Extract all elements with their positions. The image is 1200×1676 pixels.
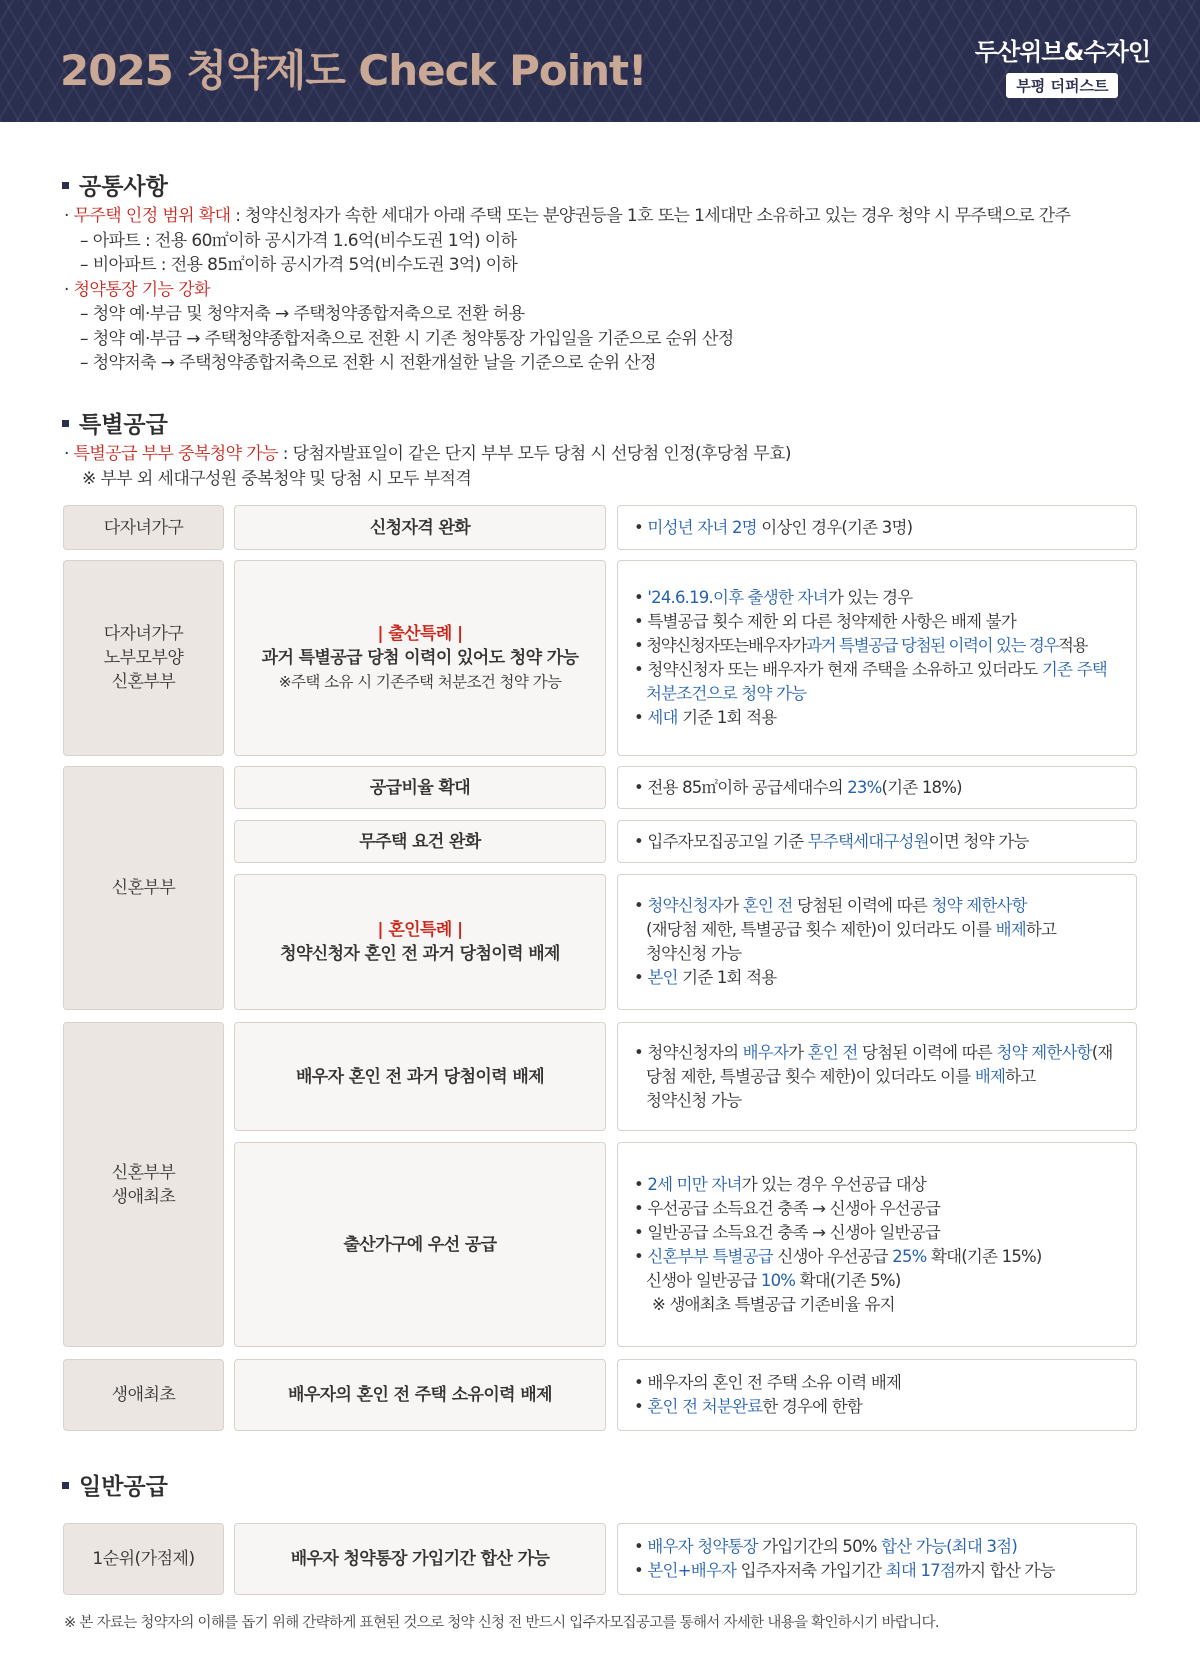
highlight-text: 배우자 청약통장 bbox=[647, 1537, 758, 1556]
item-cell bbox=[234, 1523, 606, 1595]
highlight-text: 합산 가능(최대 3점) bbox=[881, 1537, 1017, 1556]
category-cell bbox=[63, 1523, 224, 1595]
text: 당첨 제한, 특별공급 횟수 제한)이 있더라도 이를 bbox=[646, 1066, 975, 1086]
text: (재당첨 제한, 특별공급 횟수 제한)이 있더라도 이를 bbox=[646, 920, 996, 939]
bullet-square-icon bbox=[62, 182, 69, 189]
highlight-text: 청약통장 기능 강화 bbox=[73, 279, 210, 300]
bullet-line: • 청약신청자가 혼인 전 당첨된 이력에 따른 청약 제한사항 bbox=[634, 896, 1027, 915]
bullet-line: • 전용 85㎡이하 공급세대수의 23%(기존 18%) bbox=[634, 777, 962, 797]
special-tag: | 혼인특례 | bbox=[377, 920, 463, 940]
bullet-line: • 본인 기준 1회 적용 bbox=[634, 968, 777, 987]
item-label: 무주택 요건 완화 bbox=[359, 831, 481, 852]
text: 한 경우에 한함 bbox=[762, 1397, 862, 1416]
bullet-line: • 혼인 전 처분완료한 경우에 한함 bbox=[634, 1397, 862, 1416]
text: 입주자저축 가입기간 bbox=[736, 1561, 886, 1580]
list-item: – 청약 예·부금 및 청약저축 → 주택청약종합저축으로 전환 허용 bbox=[80, 304, 525, 324]
category-cell bbox=[63, 505, 224, 550]
description-cell bbox=[617, 505, 1137, 550]
footnote: ※ 본 자료는 청약자의 이해를 돕기 위해 간략하게 표현된 것으로 청약 신청 전 반드시 입주자모집공고를 통해서 자세한 내용을 확인하시기 바랍니다. bbox=[64, 1615, 939, 1631]
text: 전용 85㎡이하 공급세대수의 bbox=[647, 777, 848, 797]
item-cell bbox=[234, 505, 606, 550]
highlight-text: 특별공급 부부 중복청약 가능 bbox=[73, 444, 278, 464]
item-label: 출산가구에 우선 공급 bbox=[343, 1234, 497, 1255]
category-label: 노부모부양 bbox=[103, 648, 184, 668]
item-label: 과거 특별공급 당첨 이력이 있어도 청약 가능 bbox=[261, 648, 579, 668]
highlight-text: 본인+배우자 bbox=[647, 1561, 737, 1580]
text: 신생아 우선공급 bbox=[772, 1246, 893, 1266]
highlight-text: 무주택 인정 범위 확대 bbox=[73, 206, 231, 226]
text: 이면 청약 가능 bbox=[928, 831, 1029, 851]
bullet-line: • 2세 미만 자녀가 있는 경우 우선공급 대상 bbox=[634, 1174, 926, 1194]
text: 당첨된 이력에 따른 bbox=[857, 1042, 997, 1062]
category-label: 신혼부부 bbox=[111, 672, 176, 692]
item-label: 배우자 혼인 전 과거 당첨이력 배제 bbox=[295, 1066, 545, 1087]
continuation-line: ※ 생애최초 특별공급 기존비율 유지 bbox=[652, 1294, 895, 1314]
highlight-text: 배우자 bbox=[742, 1042, 789, 1062]
description-cell bbox=[617, 1142, 1137, 1347]
section-title-text: 공통사항 bbox=[79, 174, 168, 200]
bullet-line: • 배우자 청약통장 가입기간의 50% 합산 가능(최대 3점) bbox=[634, 1537, 1017, 1556]
bullet-square-icon bbox=[62, 420, 69, 427]
item-cell bbox=[234, 820, 606, 863]
section-title-general bbox=[62, 1468, 168, 1501]
highlight-text: 혼인 전 처분완료 bbox=[647, 1397, 763, 1416]
category-label: 생애최초 bbox=[111, 1385, 176, 1405]
text: 청약신청자또는배우자가 bbox=[646, 636, 807, 655]
description-cell bbox=[617, 1523, 1137, 1595]
text: (재 bbox=[1091, 1042, 1113, 1062]
bullet-line: • 청약신청자또는배우자가과거 특별공급 당첨된 이력이 있는 경우적용 bbox=[634, 636, 1088, 655]
item-label: 공급비율 확대 bbox=[369, 777, 471, 798]
text: 기준 1회 적용 bbox=[677, 708, 777, 727]
brand-name: 두산위브&수자인 bbox=[974, 38, 1150, 66]
text: 배우자의 혼인 전 주택 소유 이력 배제 bbox=[647, 1373, 902, 1392]
bullet-line: • '24.6.19.이후 출생한 자녀가 있는 경우 bbox=[634, 588, 913, 607]
highlight-text: 본인 bbox=[647, 968, 678, 987]
list-item: – 비아파트 : 전용 85㎡이하 공시가격 5억(비수도권 3억) 이하 bbox=[80, 255, 518, 275]
section-title-special bbox=[62, 406, 168, 439]
continuation-line bbox=[634, 1269, 1042, 1293]
continuation-line: 처분조건으로 청약 가능 bbox=[646, 684, 807, 703]
description-cell bbox=[617, 766, 1137, 809]
bullet-line: • 특별공급 횟수 제한 외 다른 청약제한 사항은 배제 불가 bbox=[634, 612, 1017, 631]
highlight-text: 최대 17점 bbox=[885, 1561, 955, 1580]
text: 청약신청자의 bbox=[647, 1042, 743, 1062]
section-title-common bbox=[62, 168, 168, 201]
text: 신생아 일반공급 bbox=[646, 1270, 761, 1290]
text: 당첨된 이력에 따른 bbox=[792, 896, 932, 915]
brand-block bbox=[975, 32, 1150, 98]
description-cell bbox=[617, 820, 1137, 863]
text: 가 bbox=[723, 896, 743, 915]
continuation-line: 청약신청 가능 bbox=[646, 944, 742, 963]
category-label: 신혼부부 bbox=[111, 1162, 176, 1183]
highlight-text: 세대 bbox=[647, 708, 678, 727]
category-label: 신혼부부 bbox=[111, 878, 176, 898]
list-item: – 아파트 : 전용 60㎡이하 공시가격 1.6억(비수도권 1억) 이하 bbox=[80, 230, 517, 251]
list-item: ※ 부부 외 세대구성원 중복청약 및 당첨 시 모두 부적격 bbox=[82, 468, 472, 489]
text: 청약신청자 또는 배우자가 현재 주택을 소유하고 있더라도 bbox=[647, 660, 1042, 679]
item-cell bbox=[234, 1022, 606, 1131]
bullet-line: • 본인+배우자 입주자저축 가입기간 최대 17점까지 합산 가능 bbox=[634, 1561, 1055, 1580]
item-label: 신청자격 완화 bbox=[369, 517, 471, 538]
highlight-text: '24.6.19.이후 출생한 자녀 bbox=[647, 588, 828, 607]
category-label: 다자녀가구 bbox=[103, 517, 184, 538]
highlight-text: 배제 bbox=[995, 920, 1026, 939]
bullet-line: • 입주자모집공고일 기준 무주택세대구성원이면 청약 가능 bbox=[634, 831, 1029, 851]
text: 까지 합산 가능 bbox=[954, 1561, 1055, 1580]
special-tag: | 출산특례 | bbox=[377, 624, 463, 644]
continuation-line bbox=[634, 1065, 1113, 1089]
text: 이상인 경우(기존 3명) bbox=[756, 517, 913, 537]
highlight-text: 청약 제한사항 bbox=[996, 1042, 1092, 1062]
item-label: 배우자의 혼인 전 주택 소유이력 배제 bbox=[288, 1385, 552, 1405]
text: 특별공급 횟수 제한 외 다른 청약제한 사항은 배제 불가 bbox=[647, 612, 1017, 631]
text: 가 있는 경우 우선공급 대상 bbox=[741, 1174, 926, 1194]
bullet-line: • 일반공급 소득요건 충족 → 신생아 일반공급 bbox=[634, 1222, 941, 1242]
bullet-line: • 미성년 자녀 2명 이상인 경우(기존 3명) bbox=[634, 517, 913, 537]
highlight-text: 과거 특별공급 당첨된 이력이 있는 경우 bbox=[806, 636, 1058, 655]
item-label: 청약신청자 혼인 전 과거 당첨이력 배제 bbox=[280, 944, 560, 964]
text: 가 bbox=[788, 1042, 808, 1062]
page-title: 2025 청약제도 Check Point! bbox=[60, 46, 647, 95]
list-item: · 특별공급 부부 중복청약 가능 : 당첨자발표일이 같은 단지 부부 모두 당첨 시 선당첨 인정(후당첨 무효) bbox=[64, 444, 791, 464]
list-item: · 청약통장 기능 강화 bbox=[64, 279, 210, 300]
text: 하고 bbox=[1025, 920, 1057, 939]
highlight-text: 25% bbox=[892, 1246, 927, 1266]
description-cell bbox=[617, 1359, 1137, 1431]
highlight-text: 신혼부부 특별공급 bbox=[647, 1246, 773, 1266]
list-item: – 청약저축 → 주택청약종합저축으로 전환 시 전환개설한 날을 기준으로 순위 산정 bbox=[80, 353, 656, 373]
text: 확대(기존 15%) bbox=[926, 1246, 1042, 1266]
bullet-line: • 신혼부부 특별공급 신생아 우선공급 25% 확대(기존 15%) bbox=[634, 1246, 1042, 1266]
category-label: 1순위(가점제) bbox=[92, 1549, 195, 1569]
description-cell bbox=[617, 874, 1137, 1010]
bullet-square-icon bbox=[62, 1482, 69, 1489]
item-cell bbox=[234, 766, 606, 809]
item-cell bbox=[234, 1142, 606, 1347]
text: : 청약신청자가 속한 세대가 아래 주택 또는 분양권등을 1호 또는 1세대만 소유하고 있는 경우 청약 시 무주택으로 간주 bbox=[230, 206, 1071, 226]
continuation-line bbox=[634, 918, 1056, 942]
category-cell bbox=[63, 560, 224, 756]
brand-subtitle: 부평 더퍼스트 bbox=[1006, 73, 1118, 98]
item-cell bbox=[234, 560, 606, 756]
text: 우선공급 소득요건 충족 → 신생아 우선공급 bbox=[647, 1198, 941, 1218]
text: 적용 bbox=[1057, 636, 1088, 655]
text: (기존 18%) bbox=[881, 777, 962, 797]
highlight-text: 23% bbox=[847, 777, 882, 797]
bullet-line: • 청약신청자의 배우자가 혼인 전 당첨된 이력에 따른 청약 제한사항(재 bbox=[634, 1042, 1113, 1062]
highlight-text: 10% bbox=[760, 1270, 796, 1290]
category-cell bbox=[63, 1022, 224, 1347]
list-item: · 무주택 인정 범위 확대 : 청약신청자가 속한 세대가 아래 주택 또는 분양권등을 1호 또는 1세대만 소유하고 있는 경우 청약 시 무주택으로 간주 bbox=[64, 206, 1071, 226]
highlight-text: 미성년 자녀 2명 bbox=[647, 517, 757, 537]
list-item: – 청약 예·부금 → 주택청약종합저축으로 전환 시 기존 청약통장 가입일을 기준으로 순위 산정 bbox=[80, 328, 734, 349]
text: 입주자모집공고일 기준 bbox=[647, 831, 808, 851]
description-cell bbox=[617, 560, 1137, 756]
header-banner bbox=[0, 0, 1200, 122]
text: : 당첨자발표일이 같은 단지 부부 모두 당첨 시 선당첨 인정(후당첨 무효) bbox=[277, 444, 791, 464]
category-label: 생애최초 bbox=[111, 1186, 176, 1207]
text: 하고 bbox=[1005, 1066, 1036, 1086]
section-title-text: 일반공급 bbox=[79, 1474, 168, 1500]
highlight-text: 기존 주택 bbox=[1041, 660, 1107, 679]
bullet-line: • 청약신청자 또는 배우자가 현재 주택을 소유하고 있더라도 기존 주택 bbox=[634, 660, 1107, 679]
highlight-text: 2세 미만 자녀 bbox=[647, 1174, 742, 1194]
highlight-text: 혼인 전 bbox=[742, 896, 793, 915]
continuation-line: 청약신청 가능 bbox=[646, 1090, 742, 1110]
category-cell bbox=[63, 1359, 224, 1431]
category-cell bbox=[63, 766, 224, 1010]
highlight-text: 무주택세대구성원 bbox=[807, 831, 929, 851]
highlight-text: 청약신청자 bbox=[647, 896, 724, 915]
category-label: 다자녀가구 bbox=[103, 624, 184, 644]
item-cell bbox=[234, 874, 606, 1010]
highlight-text: 청약 제한사항 bbox=[931, 896, 1027, 915]
text: 일반공급 소득요건 충족 → 신생아 일반공급 bbox=[647, 1222, 941, 1242]
text: 가입기간의 50% bbox=[757, 1537, 882, 1556]
text: 가 있는 경우 bbox=[827, 588, 913, 607]
text: 확대(기존 5%) bbox=[795, 1270, 901, 1290]
common-list bbox=[64, 204, 1154, 376]
description-cell bbox=[617, 1022, 1137, 1131]
highlight-text: 혼인 전 bbox=[807, 1042, 858, 1062]
special-list bbox=[64, 442, 1154, 491]
bullet-line: • 배우자의 혼인 전 주택 소유 이력 배제 bbox=[634, 1373, 902, 1392]
item-note: ※주택 소유 시 기존주택 처분조건 청약 가능 bbox=[278, 673, 562, 691]
highlight-text: 배제 bbox=[974, 1066, 1006, 1086]
item-cell bbox=[234, 1359, 606, 1431]
text: 기준 1회 적용 bbox=[677, 968, 777, 987]
bullet-line: • 우선공급 소득요건 충족 → 신생아 우선공급 bbox=[634, 1198, 941, 1218]
section-title-text: 특별공급 bbox=[79, 412, 168, 438]
item-label: 배우자 청약통장 가입기간 합산 가능 bbox=[290, 1549, 550, 1569]
bullet-line: • 세대 기준 1회 적용 bbox=[634, 708, 777, 727]
